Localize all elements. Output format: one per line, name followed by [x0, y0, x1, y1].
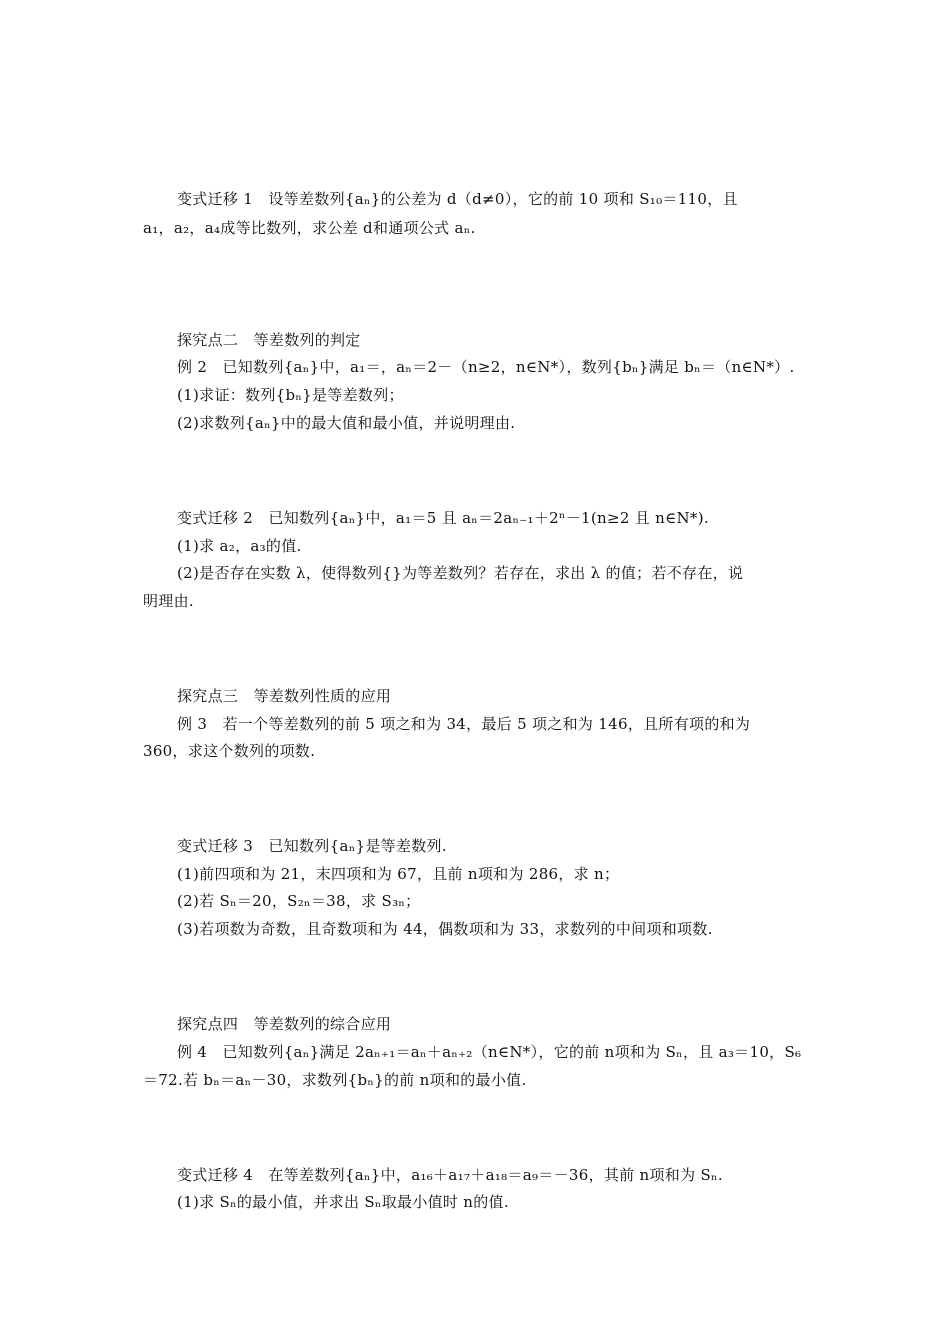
point4-heading: 探究点四 等差数列的综合应用 — [177, 1015, 392, 1033]
point4-example1: 例 4 已知数列{aₙ}满足 2aₙ₊₁＝aₙ＋aₙ₊₂（n∈N*），它的前 n项和为 Sₙ，且 a₃＝10，S₆ — [177, 1043, 802, 1061]
point2-example: 例 2 已知数列{aₙ}中，a₁＝，aₙ＝2－（n≥2，n∈N*），数列{bₙ}满足 bₙ＝（n∈N*）. — [177, 358, 795, 376]
point3-example2: 360，求这个数列的项数. — [143, 742, 316, 760]
point2-q2: (2)求数列{aₙ}中的最大值和最小值，并说明理由. — [177, 414, 516, 432]
variant3-q2: (2)若 Sₙ＝20，S₂ₙ＝38，求 S₃ₙ； — [177, 892, 421, 910]
variant2-line1: 变式迁移 2 已知数列{aₙ}中，a₁＝5 且 aₙ＝2aₙ₋₁＋2ⁿ－1(n≥2 且 n∈N*). — [177, 509, 709, 527]
point4-example2: ＝72.若 bₙ＝aₙ－30，求数列{bₙ}的前 n项和的最小值. — [143, 1071, 527, 1089]
variant2-q1: (1)求 a₂，a₃的值. — [177, 537, 302, 555]
variant1-line2: a₁，a₂，a₄成等比数列，求公差 d和通项公式 aₙ. — [143, 219, 476, 237]
variant3-q3: (3)若项数为奇数，且奇数项和为 44，偶数项和为 33，求数列的中间项和项数. — [177, 920, 713, 938]
point3-heading: 探究点三 等差数列性质的应用 — [177, 687, 392, 705]
variant1-line1: 变式迁移 1 设等差数列{aₙ}的公差为 d（d≠0），它的前 10 项和 S₁₀＝110，且 — [177, 190, 738, 208]
point2-heading: 探究点二 等差数列的判定 — [177, 331, 361, 349]
variant2-q2a: (2)是否存在实数 λ，使得数列{}为等差数列？若存在，求出 λ 的值；若不存在，说 — [177, 564, 744, 582]
variant3-line1: 变式迁移 3 已知数列{aₙ}是等差数列. — [177, 837, 447, 855]
variant3-q1: (1)前四项和为 21，末四项和为 67，且前 n项和为 286，求 n； — [177, 865, 620, 883]
variant2-q2b: 明理由. — [143, 592, 194, 610]
variant4-q1: (1)求 Sₙ的最小值，并求出 Sₙ取最小值时 n的值. — [177, 1193, 509, 1211]
variant4-line1: 变式迁移 4 在等差数列{aₙ}中，a₁₆＋a₁₇＋a₁₈＝a₉＝－36，其前 n项和为 Sₙ. — [177, 1166, 723, 1184]
point2-q1: (1)求证：数列{bₙ}是等差数列； — [177, 386, 404, 404]
point3-example1: 例 3 若一个等差数列的前 5 项之和为 34，最后 5 项之和为 146，且所有项的和为 — [177, 715, 751, 733]
